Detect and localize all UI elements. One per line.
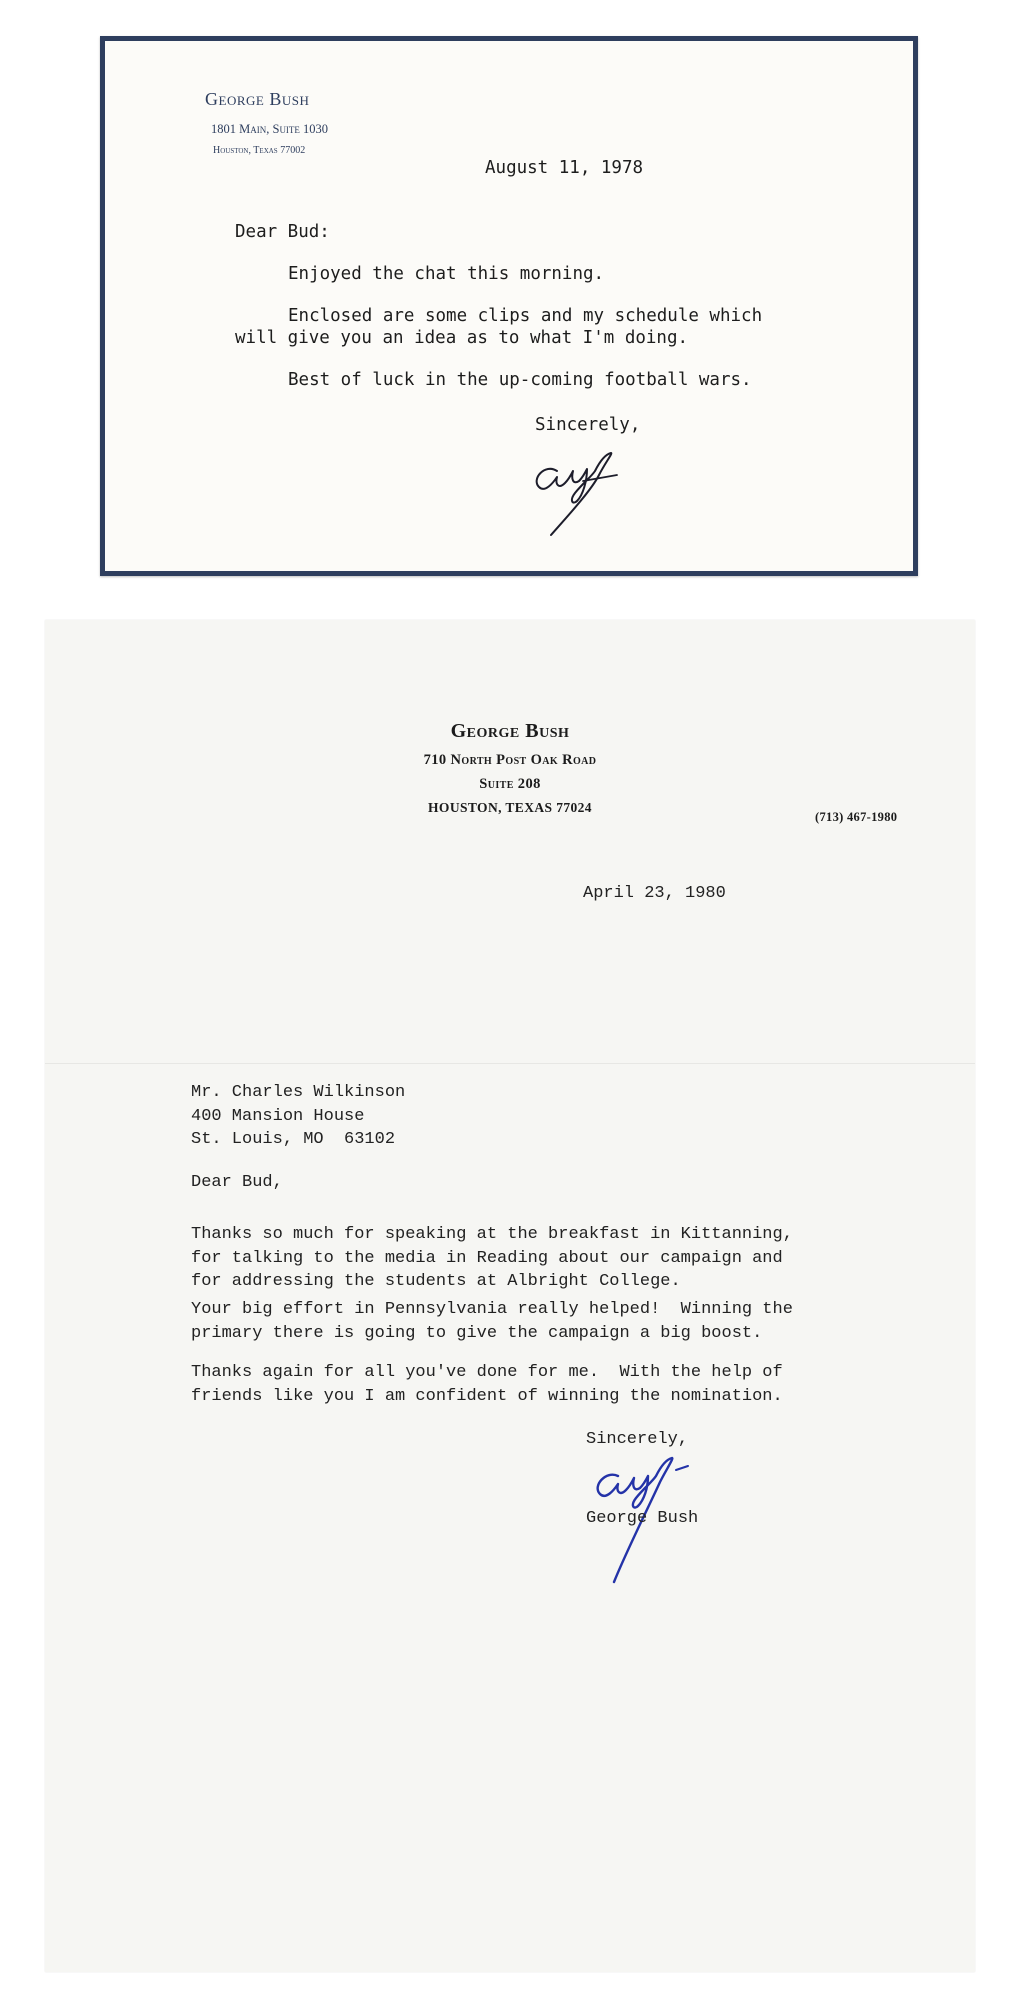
card-letterhead-address-2: Houston, Texas 77002: [213, 145, 306, 156]
letter-closing: Sincerely,: [586, 1430, 689, 1449]
card-signature: [525, 431, 645, 541]
card-signature-stroke: [537, 453, 612, 535]
recipient-address: [191, 1081, 405, 1152]
paragraph-2-line-2: primary there is going to give the campaign a big boost.: [191, 1323, 763, 1343]
paragraph-1-line-2: for talking to the media in Reading about our campaign and: [191, 1248, 783, 1268]
card-letterhead-name: George Bush: [205, 89, 310, 109]
letter-paragraph-3: [191, 1361, 783, 1408]
letter-signature-mark: [676, 1466, 688, 1470]
card-paragraph-1: Enjoyed the chat this morning.: [288, 264, 605, 284]
card-letterhead: [205, 89, 328, 156]
letter-paragraph-1: [191, 1223, 793, 1294]
letter-date: April 23, 1980: [583, 884, 726, 903]
paragraph-1-line-1: Thanks so much for speaking at the breakfast in Kittanning,: [191, 1225, 793, 1244]
letter-typed-name: George Bush: [586, 1509, 699, 1528]
recipient-line-2: 400 Mansion House: [191, 1106, 365, 1126]
letterhead-phone: (713) 467-1980: [815, 810, 898, 824]
paragraph-1-line-3: for addressing the students at Albright College.: [191, 1272, 681, 1291]
card-paragraph-2-line-1: Enclosed are some clips and my schedule which: [288, 306, 763, 326]
card-date: August 11, 1978: [485, 158, 644, 178]
notecard-1978: [100, 36, 918, 576]
card-closing: Sincerely,: [535, 415, 641, 435]
letter-salutation: Dear Bud,: [191, 1173, 283, 1192]
recipient-line-3: St. Louis, MO 63102: [191, 1130, 396, 1149]
recipient-line-1: Mr. Charles Wilkinson: [191, 1083, 406, 1102]
letterhead-name: George Bush: [450, 720, 570, 742]
card-letterhead-address-1: 1801 Main, Suite 1030: [211, 122, 329, 136]
paragraph-2-line-1: Your big effort in Pennsylvania really helped! Winning the: [191, 1300, 793, 1319]
letterhead-suite: Suite 208: [479, 776, 541, 792]
letterhead-street: 710 North Post Oak Road: [423, 752, 597, 768]
card-salutation: Dear Bud:: [235, 222, 330, 242]
paragraph-3-line-1: Thanks again for all you've done for me. With the help of: [191, 1363, 783, 1382]
card-paragraph-2-line-2: will give you an idea as to what I'm doing.: [235, 328, 689, 348]
letterhead-city: HOUSTON, TEXAS 77024: [428, 800, 592, 815]
letter-1980: [45, 620, 975, 1972]
card-paragraph-3: Best of luck in the up-coming football wars.: [288, 370, 752, 390]
letter-paragraph-2: [191, 1298, 793, 1345]
sheet-fold-line: [45, 1063, 975, 1064]
paragraph-3-line-2: friends like you I am confident of winning the nomination.: [191, 1386, 783, 1406]
